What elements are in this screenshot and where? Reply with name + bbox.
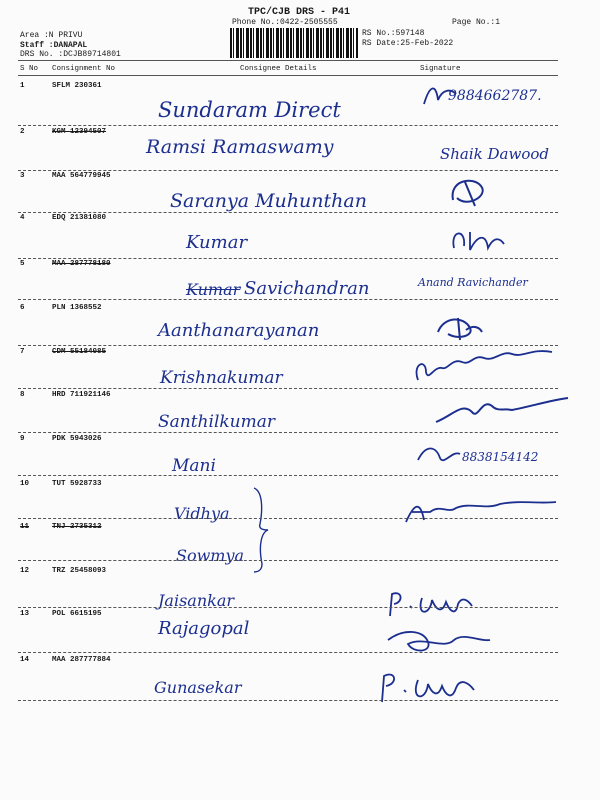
struck-name: Kumar: [186, 280, 241, 299]
consignee-name: Savichandran: [244, 278, 370, 299]
row-divider: [18, 652, 558, 653]
row-consignment: MAA 287777884: [52, 656, 111, 664]
signature-scribble: [386, 586, 476, 620]
column-consignment: Consignment No: [52, 65, 116, 73]
consignee-name: Ramsi Ramaswamy: [146, 136, 334, 158]
header-rule-top: [18, 60, 558, 61]
staff-label: Staff :DANAPAL: [20, 41, 88, 50]
row-sno: 9: [20, 435, 25, 443]
row-sno: 12: [20, 567, 30, 575]
consignee-name: Sundaram Direct: [158, 98, 341, 122]
row-consignment: MAA 287778180: [52, 260, 111, 268]
row-sno: 10: [20, 480, 30, 488]
consignee-name: Rajagopal: [158, 618, 250, 639]
row-consignment: SFLM 230361: [52, 82, 102, 90]
signature-scribble: [448, 224, 508, 256]
column-sno: S No: [20, 65, 39, 73]
row-divider: [18, 518, 558, 519]
consignee-name: Santhilkumar: [158, 412, 276, 432]
row-consignment: KGM 12394507: [52, 128, 107, 136]
row-consignment: POL 6615195: [52, 610, 102, 618]
consignee-name: Vidhya: [174, 504, 230, 523]
row-divider: [18, 560, 558, 561]
row-divider: [18, 258, 558, 259]
signature-scribble: [400, 494, 560, 528]
area-label: Area :N PRIVU: [20, 31, 83, 40]
consignee-name: Gunasekar: [154, 678, 242, 697]
consignee-name: Sowmya: [176, 546, 245, 565]
consignee-name: Saranya Muhunthan: [170, 190, 367, 212]
row-divider: [18, 607, 558, 608]
row-divider: [18, 432, 558, 433]
signature-scribble: [412, 344, 562, 390]
row-sno: 4: [20, 214, 25, 222]
phone-note: 9884662787.: [448, 88, 542, 104]
row-sno: 14: [20, 656, 30, 664]
row-divider: [18, 388, 558, 389]
rs-number: RS No.:597148: [362, 29, 425, 38]
row-sno: 1: [20, 82, 25, 90]
consignee-name: Kumar: [186, 232, 248, 253]
row-sno: 13: [20, 610, 30, 618]
column-signature: Signature: [420, 65, 461, 73]
row-divider: [18, 475, 558, 476]
rs-date: RS Date:25-Feb-2022: [362, 39, 454, 48]
header-rule-bottom: [18, 75, 558, 76]
row-sno: 8: [20, 391, 25, 399]
row-divider: [18, 212, 558, 213]
row-consignment: PLN 1368552: [52, 304, 102, 312]
row-consignment: HRD 711921146: [52, 391, 111, 399]
row-divider: [18, 125, 558, 126]
row-sno: 7: [20, 348, 25, 356]
signature-scribble: [432, 392, 572, 428]
row-sno: 5: [20, 260, 25, 268]
row-consignment: CDM 55184085: [52, 348, 107, 356]
row-consignment: MAA 564779945: [52, 172, 111, 180]
signature-text: Anand Ravichander: [418, 276, 528, 289]
phone-number: Phone No.:0422-2505555: [232, 18, 338, 27]
signature-scribble: [414, 440, 464, 470]
document-title: TPC/CJB DRS - P41: [248, 7, 351, 18]
signature-scribble: [445, 172, 495, 212]
row-divider: [18, 700, 558, 701]
row-sno: 6: [20, 304, 25, 312]
row-consignment: TNJ 2735312: [52, 523, 102, 531]
consignee-name: Mani: [172, 456, 216, 476]
signature-text: Shaik Dawood: [440, 145, 550, 163]
consignee-name: Aanthanarayanan: [158, 320, 320, 341]
row-divider: [18, 170, 558, 171]
row-sno: 2: [20, 128, 25, 136]
signature-scribble: [434, 310, 484, 344]
page-number: Page No.:1: [452, 18, 501, 27]
row-consignment: PDK 5943026: [52, 435, 102, 443]
signature-scribble: [420, 80, 460, 110]
consignee-name: Krishnakumar: [160, 368, 283, 388]
row-divider: [18, 299, 558, 300]
drs-number: DRS No. :DCJB89714801: [20, 50, 121, 59]
consignee-name: Jaisankar: [158, 591, 235, 610]
row-sno: 11: [20, 523, 30, 531]
row-consignment: EDQ 21381080: [52, 214, 107, 222]
barcode: [230, 28, 358, 58]
column-consignee: Consignee Details: [240, 65, 317, 73]
phone-note: 8838154142: [462, 450, 539, 464]
row-sno: 3: [20, 172, 25, 180]
row-consignment: TUT 5928733: [52, 480, 102, 488]
row-consignment: TRZ 25458093: [52, 567, 107, 575]
